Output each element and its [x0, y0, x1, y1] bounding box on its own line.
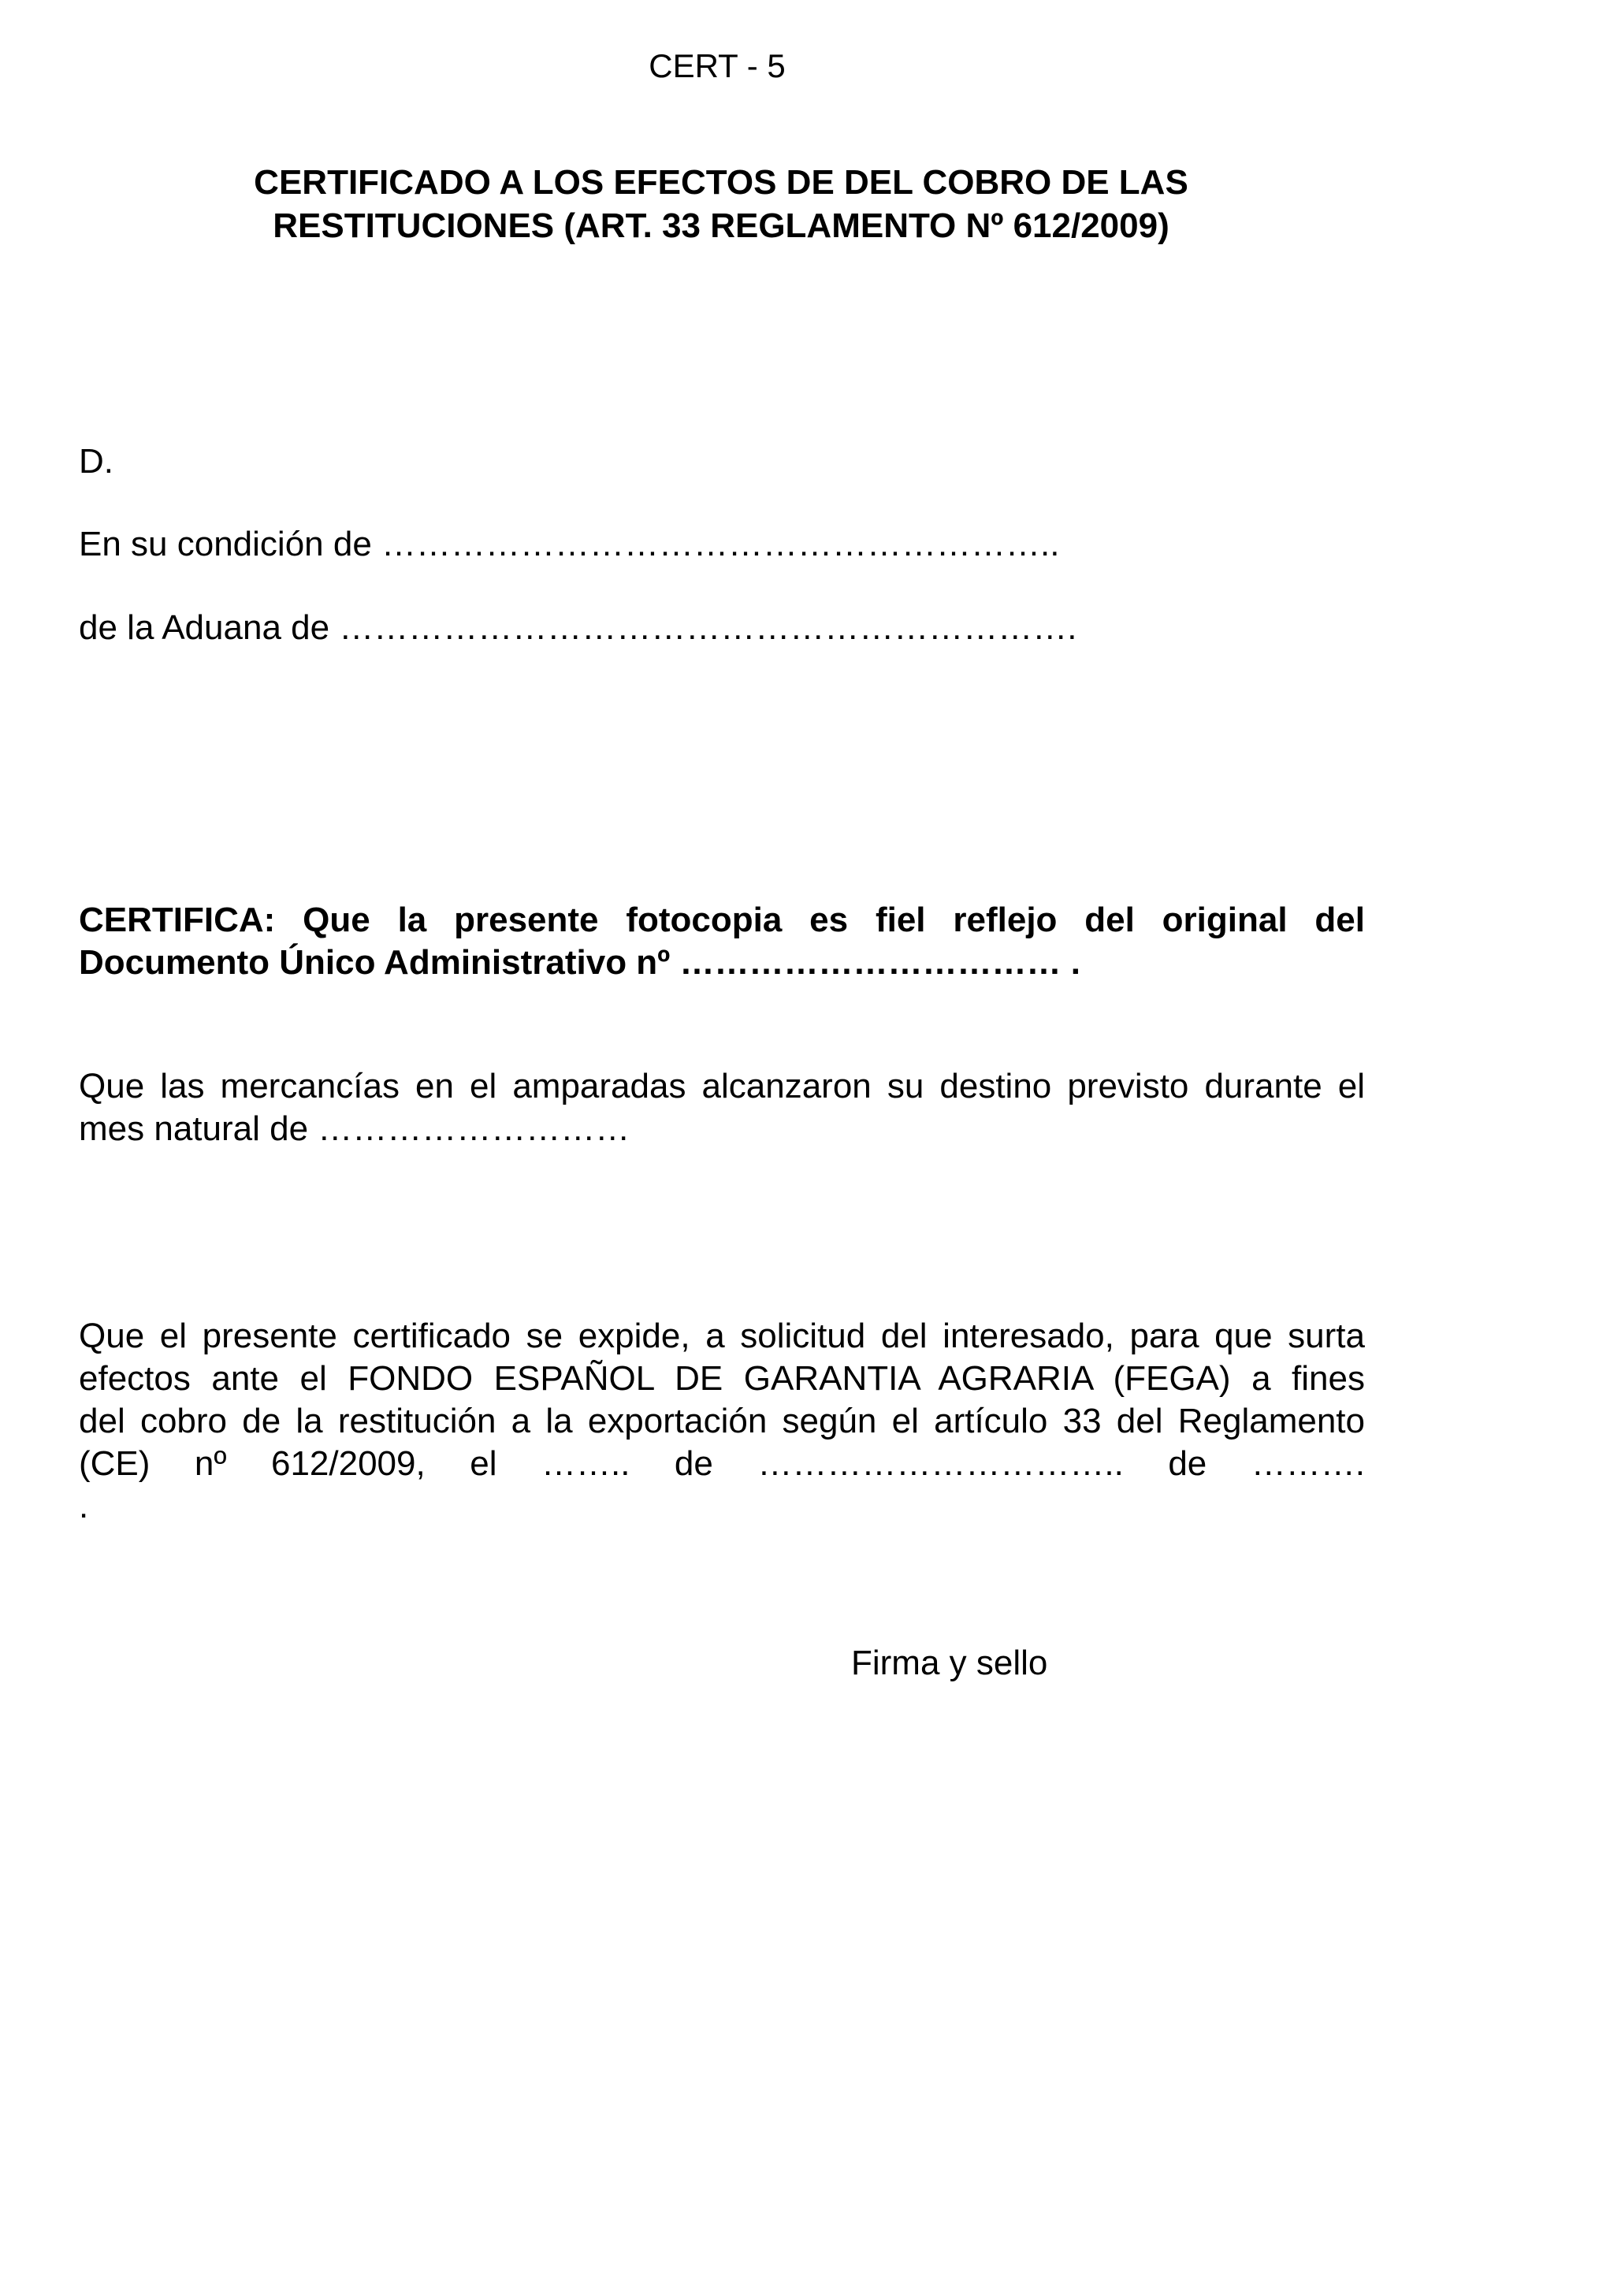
issuance-line-4: (CE) nº 612/2009, el …….. de ………………………….. de ………. — [79, 1444, 1365, 1483]
issuance-line-2: efectos ante el FONDO ESPAÑOL DE GARANTIA AGRARIA (FEGA) a fines — [79, 1359, 1365, 1398]
goods-paragraph — [79, 1065, 1365, 1150]
signature-label: Firma y sello — [851, 1644, 1048, 1682]
name-label: D. — [79, 442, 113, 481]
document-code: CERT - 5 — [649, 47, 786, 84]
issuance-paragraph — [79, 1315, 1365, 1528]
certifies-paragraph — [79, 899, 1365, 984]
customs-line: de la Aduana de ………………………………………………………. — [79, 608, 1077, 647]
document-title — [229, 161, 1214, 247]
title-line-2: RESTITUCIONES (ART. 33 REGLAMENTO Nº 612/2009) — [273, 206, 1169, 245]
certifies-line-2: Documento Único Administrativo nº …………………………… . — [79, 943, 1080, 982]
goods-line-1: Que las mercancías en el amparadas alcanzaron su destino previsto durante el — [79, 1067, 1365, 1105]
certifies-line-1: CERTIFICA: Que la presente fotocopia es fiel reflejo del original del — [79, 901, 1365, 939]
issuance-line-5: . — [79, 1487, 89, 1525]
goods-line-2: mes natural de ……………………… — [79, 1109, 630, 1148]
issuance-line-1: Que el presente certificado se expide, a solicitud del interesado, para que surta — [79, 1317, 1365, 1355]
issuance-line-3: del cobro de la restitución a la exportación según el artículo 33 del Reglamento — [79, 1402, 1365, 1440]
condition-line: En su condición de ………………………………………………….. — [79, 525, 1060, 563]
title-line-1: CERTIFICADO A LOS EFECTOS DE DEL COBRO DE LAS — [254, 163, 1188, 202]
